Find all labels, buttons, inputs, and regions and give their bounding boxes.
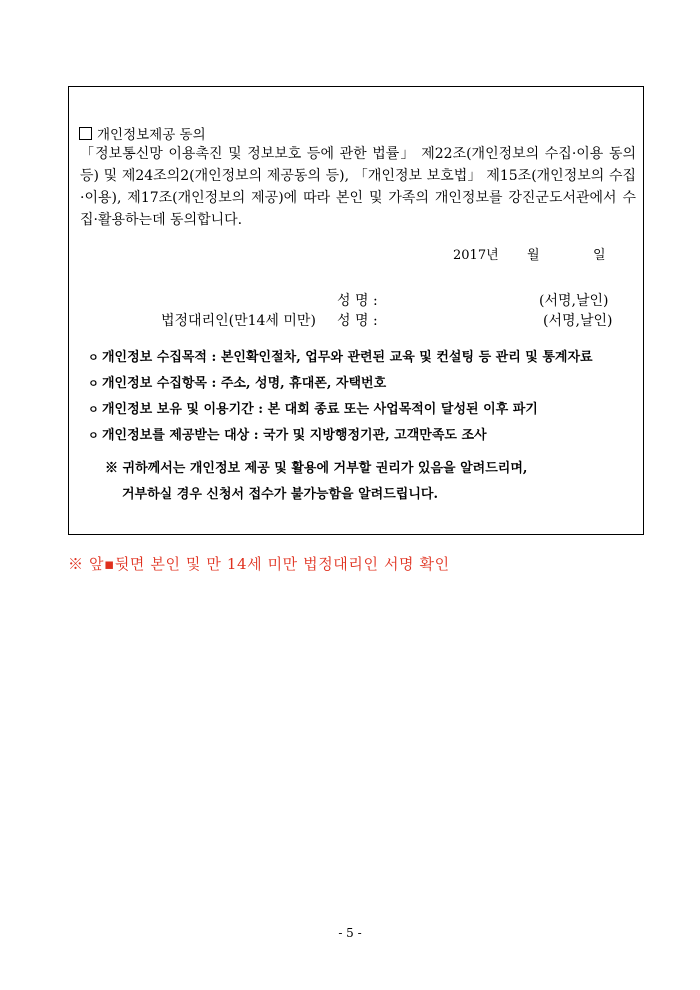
bullet-icon: ㅇ bbox=[88, 429, 99, 442]
signature-mark: (서명,날인) bbox=[539, 293, 609, 309]
info-bullet-list bbox=[88, 348, 633, 452]
list-item bbox=[88, 348, 633, 374]
consent-paragraph: 「정보통신망 이용촉진 및 정보보호 등에 관한 법률」 제22조(개인정보의 수집·이용 동의 등) 및 제24조의2(개인정보의 제공동의 등), 「개인정보 보호법」 제15조(개인정보의 수집·이용), 제17조(개인정보의 제공)에 따라 본인 및 가족의 개인정보를 강진군도서관에서 수집·활용하는데 동의합니다. bbox=[80, 146, 636, 228]
bullet-text: 개인정보 보유 및 이용기간 : 본 대회 종료 또는 사업목적이 달성된 이후 파기 bbox=[102, 402, 538, 417]
bullet-text: 개인정보 수집목적 : 본인확인절차, 업무와 관련된 교육 및 컨설팅 등 관리 및 통계자료 bbox=[102, 350, 593, 365]
consent-heading-text: 개인정보제공 동의 bbox=[97, 127, 206, 143]
consent-checkbox[interactable] bbox=[79, 127, 92, 140]
list-item bbox=[88, 426, 633, 452]
refusal-notice-line-2: 거부하실 경우 신청서 접수가 불가능함을 알려드립니다. bbox=[122, 487, 438, 502]
bullet-text: 개인정보 수집항목 : 주소, 성명, 휴대폰, 자택번호 bbox=[102, 376, 387, 391]
consent-box bbox=[68, 86, 644, 535]
list-item bbox=[88, 374, 633, 400]
bullet-text: 개인정보를 제공받는 대상 : 국가 및 지방행정기관, 고객만족도 조사 bbox=[102, 428, 487, 443]
signature-label: 성 명 : bbox=[337, 313, 378, 329]
bullet-icon: ㅇ bbox=[88, 351, 99, 364]
date-day: 일 bbox=[593, 248, 606, 263]
signature-row-applicant bbox=[69, 290, 645, 310]
signature-mark: (서명,날인) bbox=[543, 313, 613, 329]
signature-row-guardian bbox=[69, 310, 645, 330]
date-year: 2017년 bbox=[453, 248, 499, 263]
signature-label: 성 명 : bbox=[337, 293, 378, 309]
refusal-notice-line-1: ※ 귀하께서는 개인정보 제공 및 활용에 거부할 권리가 있음을 알려드리며, bbox=[105, 461, 528, 476]
page-number: - 5 - bbox=[338, 926, 362, 940]
bullet-icon: ㅇ bbox=[88, 403, 99, 416]
list-item bbox=[88, 400, 633, 426]
signature-confirmation-note: ※ 앞▪뒷면 본인 및 만 14세 미만 법정대리인 서명 확인 bbox=[68, 555, 450, 573]
guardian-label: 법정대리인(만14세 미만) bbox=[161, 313, 316, 329]
consent-heading bbox=[79, 123, 206, 143]
date-row bbox=[69, 244, 645, 264]
bullet-icon: ㅇ bbox=[88, 377, 99, 390]
date-month: 월 bbox=[527, 248, 540, 263]
